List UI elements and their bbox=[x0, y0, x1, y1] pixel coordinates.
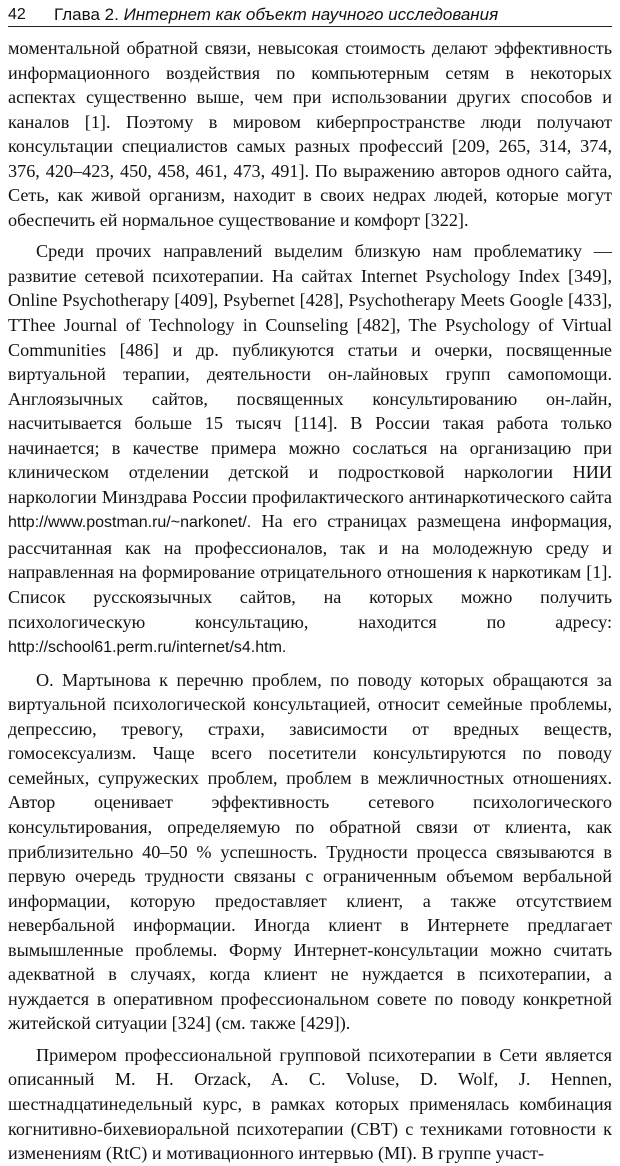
paragraph-1: моментальной обратной связи, невысокая стоимость делают эффективность информационного воздействия по компьютерным сетям в некоторых аспектах существенно выше, чем при использовании других способов и каналов [1]. Поэтому в мировом киберпространстве люди получают консультации специалистов самых разных профессий [209, 265, 314, 374, 376, 420–423, 450, 458, 461, 473, 491]. По выражению авторов одного сайта, Сеть, как живой организм, находит в своих недрах людей, которые могут обеспечить ей нормальное существование и комфорт [322]. bbox=[8, 38, 612, 230]
paragraph-2-text: Среди прочих направлений выделим близкую нам проблематику — развитие сетевой психотерапии. На сайтах Internet Psychology Index [349], Online Psychotherapy [409], Psybernet [428], Psychotherapy Meets Google [433], TThee Journal of Technology in Counseling [482], The Psychology of Virtual Communities [486] и др. публикуются статьи и очерки, посвященные виртуальной терапии, деятельности он-лайновых групп самопомощи. Англоязычных сайтов, посвященных консультированию он-лайн, насчитывается больше 15 тысяч [114]. В России такая работа только начинается; в качестве примера можно сослаться на организацию при клиническом отделении детской и подростковой наркологии НИИ наркологии Минздрава России профилактического антинаркотического сайта bbox=[8, 241, 612, 507]
paragraph-3: О. Мартынова к перечню проблем, по поводу которых обращаются за виртуальной психологической консультацией, относит семейные проблемы, депрессию, тревогу, страхи, зависимости от вредных веществ, гомосексуализм. Чаще всего посетители консультируются по поводу семейных, супружеских проблем, проблем в межличностных отношениях. Автор оценивает эффективность сетевого психологического консультирования, определяемую по обратной связи от клиента, как приблизительно 40–50 % успешность. Трудности процесса связываются в первую очередь трудности связаны с ограниченным объемом вербальной информации, которую предоставляет клиент, а также отсутствием невербальной информации. Иногда клиент в Интернете предлагает вымышленные проблемы. Форму Интернет-консультации можно считать адекватной в случаях, когда клиент не нуждается в психотерапии, а нуждается в оперативном профессиональном совете по поводу конкретной житейской ситуации [324] (см. также [429]). bbox=[8, 669, 612, 1034]
chapter-title: Интернет как объект научного исследования bbox=[123, 5, 499, 24]
page-body bbox=[8, 36, 612, 1166]
school61-url: http://school61.perm.ru/internet/s4.htm. bbox=[8, 639, 287, 657]
paragraph-2 bbox=[8, 239, 612, 660]
chapter-label: Глава 2. bbox=[54, 5, 119, 24]
paragraph-2-text-continued: На его страницах размещена информация, рассчитанная как на профессионалов, так и на молодежную среду и направленная на формирование отрицательного отношения к наркотикам [1]. Список русскоязычных сайтов, на которых можно получить психологическую консультацию, находится по адресу: bbox=[8, 511, 613, 632]
chapter-running-title bbox=[54, 4, 498, 26]
page-number: 42 bbox=[8, 6, 26, 23]
postman-url: http://www.postman.ru/~narkonet/. bbox=[8, 514, 252, 532]
running-header bbox=[8, 2, 612, 27]
paragraph-4: Примером профессиональной групповой психотерапии в Сети является описанный М. H. Orzack, A. C. Voluse, D. Wolf, J. Hennen, шестнадцатинедельный курс, в рамках которых применялась комбинация когнитивно-бихевиоральной психотерапии (CBT) с техниками готовности к изменениям (RtC) и мотивационного интервью (MI). В группе участ- bbox=[8, 1044, 612, 1164]
